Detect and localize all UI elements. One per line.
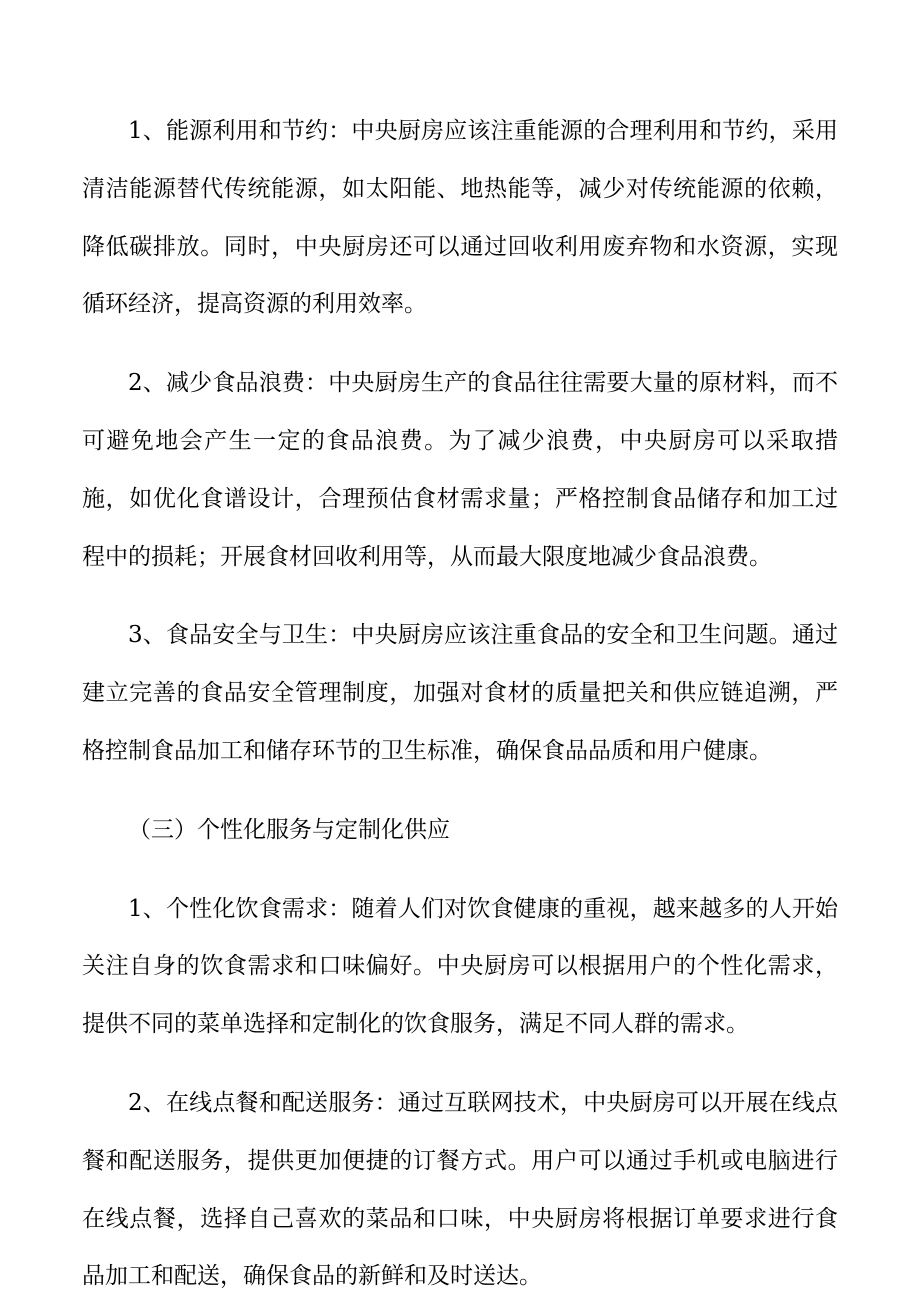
paragraph-food-safety: 3、食品安全与卫生：中央厨房应该注重食品的安全和卫生问题。通过建立完善的食品安全管理制度，加强对食材的质量把关和供应链追溯，严格控制食品加工和储存环节的卫生标准，确保食品品质和用户健康。 [82,622,838,764]
section-heading: （三）个性化服务与定制化供应 [128,816,450,843]
document-body [82,103,838,1306]
paragraph-food-waste: 2、减少食品浪费：中央厨房生产的食品往往需要大量的原材料，而不可避免地会产生一定的食品浪费。为了减少浪费，中央厨房可以采取措施，如优化食谱设计，合理预估食材需求量；严格控制食品储存和加工过程中的损耗；开展食材回收利用等，从而最大限度地减少食品浪费。 [82,370,838,570]
paragraph-energy: 1、能源利用和节约：中央厨房应该注重能源的合理利用和节约，采用清洁能源替代传统能源，如太阳能、地热能等，减少对传统能源的依赖，降低碳排放。同时，中央厨房还可以通过回收利用废弃物和水资源，实现循环经济，提高资源的利用效率。 [82,118,838,318]
paragraph-personalized-diet: 1、个性化饮食需求：随着人们对饮食健康的重视，越来越多的人开始关注自身的饮食需求和口味偏好。中央厨房可以根据用户的个性化需求，提供不同的菜单选择和定制化的饮食服务，满足不同人群的需求。 [82,895,838,1038]
paragraph-online-ordering: 2、在线点餐和配送服务：通过互联网技术，中央厨房可以开展在线点餐和配送服务，提供更加便捷的订餐方式。用户可以通过手机或电脑进行在线点餐，选择自己喜欢的菜品和口味，中央厨房将根据订单要求进行食品加工和配送，确保食品的新鲜和及时送达。 [82,1089,838,1290]
